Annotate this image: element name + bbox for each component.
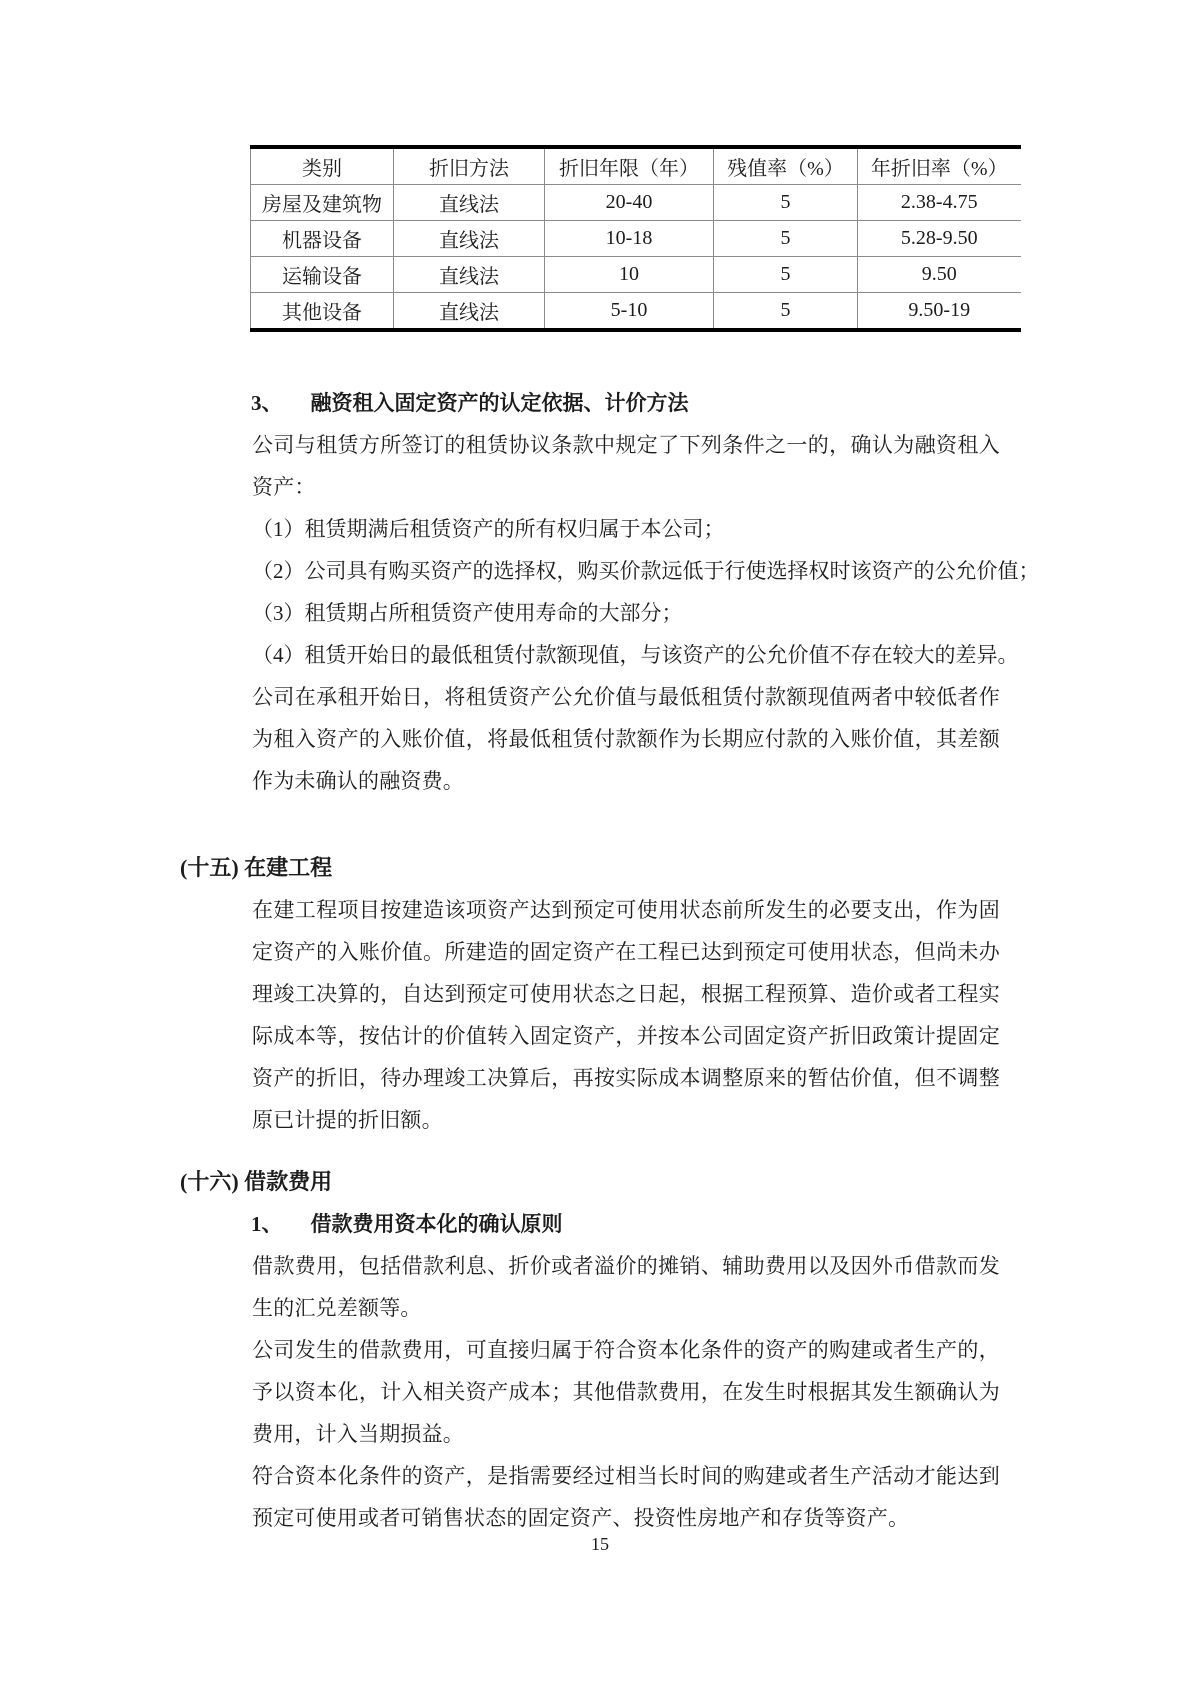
cell-annual-rate: 5.28-9.50 [858,221,1021,257]
table-row [251,221,1021,257]
section-16-paragraph-3: 符合资本化条件的资产，是指需要经过相当长时间的购建或者生产活动才能达到预定可使用或者可销售状态的固定资产、投资性房地产和存货等资产。 [252,1464,1000,1530]
section-15 [0,847,1200,1141]
table-row [251,257,1021,293]
cell-method: 直线法 [394,221,545,257]
section-15-paragraph: 在建工程项目按建造该项资产达到预定可使用状态前所发生的必要支出，作为固定资产的入账价值。所建造的固定资产在工程已达到预定可使用状态，但尚未办理竣工决算的，自达到预定可使用状态之日起，根据工程预算、造价或者工程实际成本等，按估计的价值转入固定资产，并按本公司固定资产折旧政策计提固定资产的折旧，待办理竣工决算后，再按实际成本调整原来的暂估价值，但不调整原已计提的折旧额。 [252,898,1000,1132]
cell-annual-rate: 2.38-4.75 [858,185,1021,221]
cell-years: 10-18 [545,221,714,257]
cell-method: 直线法 [394,293,545,331]
section-16-paragraph-2: 公司发生的借款费用，可直接归属于符合资本化条件的资产的购建或者生产的，予以资本化，计入相关资产成本；其他借款费用，在发生时根据其发生额确认为费用，计入当期损益。 [252,1338,1000,1446]
cell-residual-rate: 5 [714,221,858,257]
cell-residual-rate: 5 [714,293,858,331]
table-row [251,293,1021,331]
cell-annual-rate: 9.50 [858,257,1021,293]
cell-years: 5-10 [545,293,714,331]
table-row [251,185,1021,221]
section-15-title: 在建工程 [244,855,333,880]
section-16-sub-heading [251,1203,1200,1245]
section-16-title: 借款费用 [244,1169,333,1194]
col-header-method: 折旧方法 [394,147,545,185]
cell-category: 房屋及建筑物 [251,185,394,221]
section-16-heading [180,1161,1200,1203]
cell-years: 10 [545,257,714,293]
cell-category: 机器设备 [251,221,394,257]
cell-residual-rate: 5 [714,185,858,221]
sub-heading-title: 借款费用资本化的确认原则 [310,1212,563,1236]
section-15-number: (十五) [180,855,239,880]
col-header-category: 类别 [251,147,394,185]
sub-heading-number: 1、 [251,1212,283,1236]
section-3-number: 3、 [251,391,283,415]
page-number: 15 [591,1534,609,1554]
section-3-intro: 公司与租赁方所签订的租赁协议条款中规定了下列条件之一的，确认为融资租入资产： [252,433,1000,499]
section-3-paragraph: 公司在承租开始日，将租赁资产公允价值与最低租赁付款额现值两者中较低者作为租入资产的入账价值，将最低租赁付款额作为长期应付款的入账价值，其差额作为未确认的融资费。 [252,685,1000,793]
section-16-paragraph-1: 借款费用，包括借款利息、折价或者溢价的摊销、辅助费用以及因外币借款而发生的汇兑差额等。 [252,1254,1000,1320]
cell-annual-rate: 9.50-19 [908,299,971,321]
depreciation-table [250,145,1021,332]
section-3 [0,382,1200,802]
cell-residual-rate: 5 [714,257,858,293]
section-16-number: (十六) [180,1169,239,1194]
cell-category: 运输设备 [251,257,394,293]
cell-years: 20-40 [545,185,714,221]
table-header-row [251,147,1021,185]
cell-method: 直线法 [394,257,545,293]
condition-item-3: （3）租赁期占所租赁资产使用寿命的大部分； [252,601,683,625]
cell-category: 其他设备 [251,293,394,331]
section-3-heading [251,382,1200,424]
cell-method: 直线法 [394,185,545,221]
condition-item-2: （2）公司具有购买资产的选择权，购买价款远低于行使选择权时该资产的公允价值； [252,559,1040,583]
col-header-annual-rate: 年折旧率（%） [858,147,1021,185]
section-16 [0,1161,1200,1539]
condition-item-4: （4）租赁开始日的最低租赁付款额现值，与该资产的公允价值不存在较大的差异。 [252,643,1019,667]
condition-item-1: （1）租赁期满后租赁资产的所有权归属于本公司； [252,517,725,541]
col-header-residual-rate: 残值率（%） [714,147,858,185]
section-3-title: 融资租入固定资产的认定依据、计价方法 [310,391,689,415]
section-15-heading [180,847,1200,889]
col-header-years: 折旧年限（年） [545,147,714,185]
